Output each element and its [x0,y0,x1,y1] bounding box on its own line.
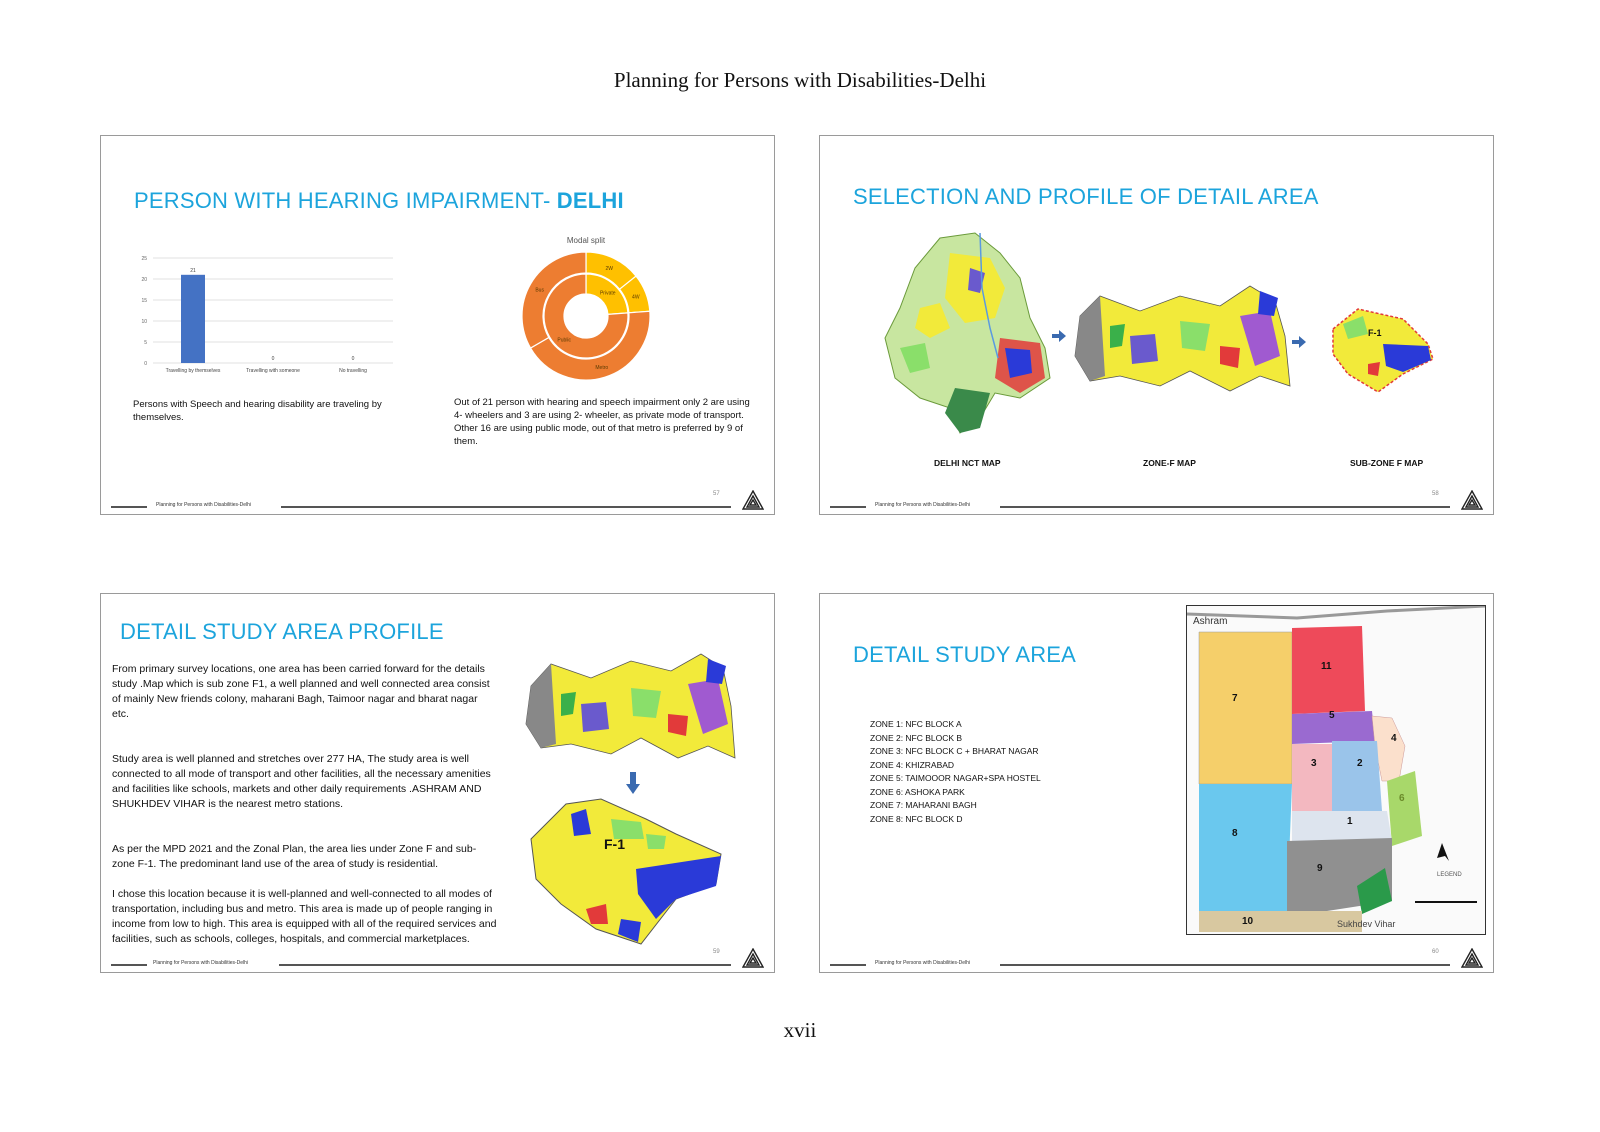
footer-rule [1000,506,1450,508]
svg-text:6: 6 [1399,793,1405,804]
legend-title: LEGEND [1437,872,1462,878]
slide-title [134,188,624,214]
title-bold: DELHI [556,188,624,213]
svg-text:4: 4 [1391,733,1397,744]
title-prefix: PERSON WITH HEARING IMPAIRMENT- [134,188,557,213]
svg-text:F-1: F-1 [1368,328,1382,338]
slide-title: SELECTION AND PROFILE OF DETAIL AREA [853,184,1319,209]
study-area-zone-map [1186,605,1486,935]
svg-text:1: 1 [1347,816,1353,827]
paragraph: From primary survey locations, one area has been carried forward for the details study .Map which is sub zone F1, a well planned and well connected area consist of mainly New friends colony, maharani Bagh, Taimoor nagar and bharat nagar etc. [112,663,490,720]
slide-number: 60 [1432,949,1439,955]
slide-number: 58 [1432,491,1439,497]
document-header: Planning for Persons with Disabilities-Delhi [613,68,987,92]
y-tick-label: 20 [141,277,147,283]
zone-item: ZONE 1: NFC BLOCK A [870,719,962,729]
y-tick-label: 5 [144,340,147,346]
footer-rule [1000,964,1450,966]
svg-text:10: 10 [1242,916,1254,927]
slice-label: Metro [595,365,609,372]
footer-rule [830,964,866,966]
svg-text:2: 2 [1357,758,1363,769]
zone-item: ZONE 8: NFC BLOCK D [870,813,963,824]
data-label: 0 [271,356,275,362]
footer-text: Planning for Persons with Disabilities-Delhi [153,960,249,966]
slice-label: Private [599,290,616,297]
page-number: xvii [783,1018,817,1042]
map-label: ZONE-F MAP [1143,458,1196,468]
zone-list [870,718,1041,826]
slide-number: 57 [713,491,720,497]
paragraph: As per the MPD 2021 and the Zonal Plan, the area lies under Zone F and sub-zone F-1. The predominant land use of the area of study is residential. [112,843,477,870]
sub-zone-f-map [1328,304,1438,399]
sub-zone-f1-map [526,794,731,949]
map-label-top: Ashram [1193,616,1228,627]
data-label: 0 [351,356,355,362]
map-label: SUB-ZONE F MAP [1350,458,1424,468]
paragraph: I chose this location because it is well-planned and well-connected to all modes of transportation, including bus and metro. This area is made up of people ranging in income from low to high. This area is equipped with all of the required services and facilities, such as schools, colleges, hospitals, and commercial marketplaces. [112,888,497,945]
y-tick-label: 0 [144,361,147,367]
bar [181,275,205,363]
footer-rule [281,506,731,508]
triangle-logo-icon [1461,490,1483,510]
zone-item: ZONE 6: ASHOKA PARK [870,786,965,797]
slide-number: 59 [713,949,720,955]
footer-rule [830,506,866,508]
footer-rule [279,964,731,966]
delhi-nct-map [880,228,1060,443]
x-tick-label: Travelling by themselves [165,368,221,374]
x-tick-label: Travelling with someone [246,368,300,374]
map-label-bottom: Sukhdev Vihar [1337,919,1396,929]
slice-label: Public [557,337,572,344]
data-label: 21 [190,267,196,274]
triangle-logo-icon [742,948,764,968]
slide-59 [100,593,775,973]
chart-title: Modal split [566,236,606,245]
y-tick-label: 25 [141,256,147,262]
slice-label: 4W [632,294,640,301]
modal-split-chart [506,231,666,381]
svg-text:3: 3 [1311,758,1317,769]
triangle-logo-icon [1461,948,1483,968]
slice-label: 2W [605,265,613,272]
bar-chart [131,248,401,378]
map-label: DELHI NCT MAP [934,458,1001,468]
slide-title: DETAIL STUDY AREA [853,642,1077,667]
zone-item: ZONE 2: NFC BLOCK B [870,732,963,743]
footer-rule [111,964,147,966]
pie-chart-caption: Out of 21 person with hearing and speech impairment only 2 are using 4- wheelers and 3 are using 2- wheeler, as private mode of transport. Other 16 are using public mode, out of that metro is preferred by 9 of them. [454,397,750,447]
y-tick-label: 15 [141,298,147,304]
svg-text:9: 9 [1317,863,1323,874]
zone-item: ZONE 7: MAHARANI BAGH [870,800,977,810]
svg-text:5: 5 [1329,710,1335,721]
arrow-right-icon [1292,336,1306,348]
zone-f-map [523,646,743,771]
footer-text: Planning for Persons with Disabilities-Delhi [156,502,252,508]
x-tick-label: No travelling [339,368,367,374]
zone-item: ZONE 4: KHIZRABAD [870,759,955,770]
north-arrow-icon [1437,843,1449,861]
footer-text: Planning for Persons with Disabilities-Delhi [875,502,971,508]
svg-text:11: 11 [1321,661,1332,672]
footer-rule [111,506,147,508]
zone-item: ZONE 5: TAIMOOOR NAGAR+SPA HOSTEL [870,773,1041,783]
slide-title: DETAIL STUDY AREA PROFILE [120,619,444,644]
y-tick-label: 10 [141,319,147,325]
triangle-logo-icon [742,490,764,510]
arrow-right-icon [1052,330,1066,342]
zone-f-map [1070,276,1300,406]
footer-text: Planning for Persons with Disabilities-Delhi [875,960,971,966]
zone-item: ZONE 3: NFC BLOCK C + BHARAT NAGAR [870,746,1039,756]
svg-text:7: 7 [1232,693,1238,704]
arrow-down-icon [626,772,640,794]
slide-58 [819,135,1494,515]
map-label: F-1 [604,836,625,852]
bar-chart-caption: Persons with Speech and hearing disability are traveling by themselves. [133,399,382,423]
slice-label: Bus [535,287,544,294]
paragraph: Study area is well planned and stretches over 277 HA, The study area is well connected to all mode of transport and other facilities, all the necessary amenities and facilities like schools, markets and other daily requirements .ASHRAM AND SHUKHDEV VIHAR is the nearest metro stations. [112,753,491,810]
svg-text:8: 8 [1232,828,1238,839]
slide-60 [819,593,1494,973]
slide-57 [100,135,775,515]
